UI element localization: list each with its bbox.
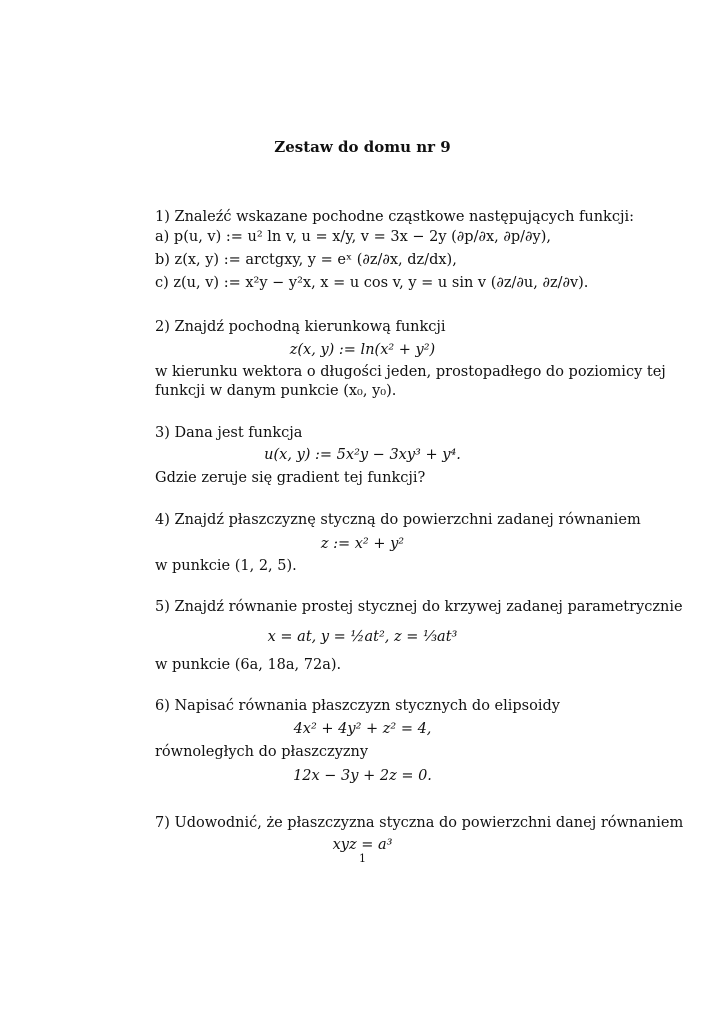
problem-4-point: w punkcie (1, 2, 5).	[155, 558, 297, 574]
problem-1-intro: 1) Znaleźć wskazane pochodne cząstkowe następujących funkcji:	[155, 209, 634, 225]
problem-3-question: Gdzie zeruje się gradient tej funkcji?	[155, 470, 426, 486]
problem-2-text-1: w kierunku wektora o długości jeden, prostopadłego do poziomicy tej	[155, 364, 666, 380]
problem-6-formula-1: 4x² + 4y² + z² = 4,	[293, 721, 432, 737]
page-number: 1	[359, 852, 366, 865]
page-title: Zestaw do domu nr 9	[274, 138, 451, 156]
problem-5-intro: 5) Znajdź równanie prostej stycznej do krzywej zadanej parametrycznie	[155, 599, 683, 615]
problem-6-intro: 6) Napisać równania płaszczyzn stycznych do elipsoidy	[155, 698, 560, 714]
problem-5-formula: x = at, y = ½at², z = ⅓at³	[267, 629, 458, 645]
problem-1-a: a) p(u, v) := u² ln v, u = x/y, v = 3x − 2y (∂p/∂x, ∂p/∂y),	[155, 229, 551, 245]
problem-1-c: c) z(u, v) := x²y − y²x, x = u cos v, y = u sin v (∂z/∂u, ∂z/∂v).	[155, 275, 589, 291]
problem-2-text-2: funkcji w danym punkcie (x₀, y₀).	[155, 383, 397, 399]
problem-7-intro: 7) Udowodnić, że płaszczyzna styczna do powierzchni danej równaniem	[155, 815, 684, 831]
problem-3-formula: u(x, y) := 5x²y − 3xy³ + y⁴.	[264, 447, 461, 463]
problem-1-b: b) z(x, y) := arctgxy, y = eˣ (∂z/∂x, dz/dx),	[155, 252, 457, 268]
problem-6-formula-2: 12x − 3y + 2z = 0.	[293, 768, 432, 784]
problem-7-formula: xyz = a³	[332, 837, 393, 853]
problem-4-formula: z := x² + y²	[320, 536, 405, 552]
problem-2-formula: z(x, y) := ln(x² + y²)	[289, 342, 436, 358]
problem-6-text: równoległych do płaszczyzny	[155, 744, 369, 760]
problem-4-intro: 4) Znajdź płaszczyznę styczną do powierzchni zadanej równaniem	[155, 512, 641, 528]
problem-3-intro: 3) Dana jest funkcja	[155, 425, 303, 441]
problem-5-point: w punkcie (6a, 18a, 72a).	[155, 657, 342, 673]
problem-2-intro: 2) Znajdź pochodną kierunkową funkcji	[155, 319, 446, 335]
